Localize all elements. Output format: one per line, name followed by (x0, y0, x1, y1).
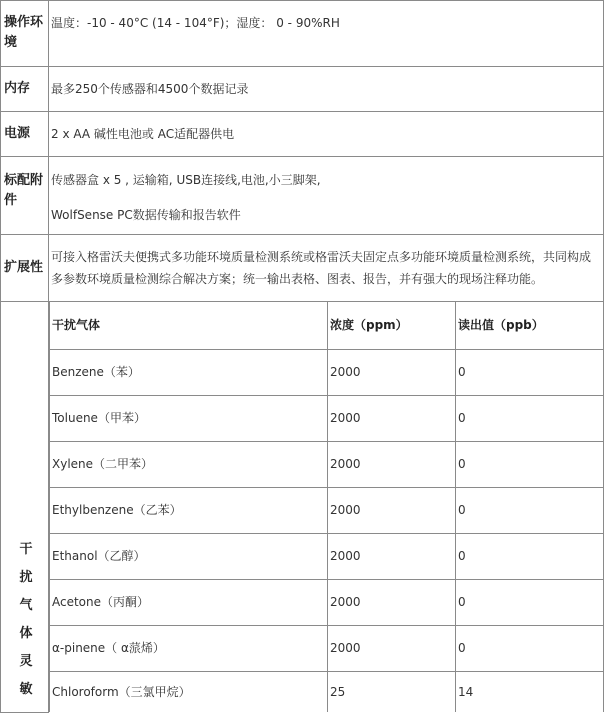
gas-reading: 0 (456, 534, 604, 580)
table-row (50, 626, 604, 672)
gas-name: Ethylbenzene（乙苯） (50, 488, 328, 534)
header-reading: 读出值（ppb） (456, 302, 604, 350)
spec-row-interference (1, 302, 604, 713)
table-row (50, 396, 604, 442)
vertical-label (19, 536, 32, 704)
environment-label: 操作环境 (1, 1, 49, 67)
gas-concentration: 2000 (328, 534, 456, 580)
spec-row-memory (1, 67, 604, 112)
vertical-char: 干 (19, 541, 33, 557)
gas-name: Chloroform（三氯甲烷） (50, 672, 328, 713)
interference-side-label (1, 302, 49, 713)
spec-row-expandability (1, 235, 604, 302)
gas-concentration: 25 (328, 672, 456, 713)
table-row (50, 580, 604, 626)
spec-row-accessories (1, 157, 604, 235)
table-row (50, 488, 604, 534)
gas-reading: 0 (456, 442, 604, 488)
gas-reading: 0 (456, 580, 604, 626)
memory-value: 最多250个传感器和4500个数据记录 (49, 67, 604, 112)
gas-name: Toluene（甲苯） (50, 396, 328, 442)
accessories-value (49, 157, 604, 235)
gas-concentration: 2000 (328, 442, 456, 488)
table-row (50, 442, 604, 488)
gas-reading: 0 (456, 626, 604, 672)
gas-concentration: 2000 (328, 626, 456, 672)
gas-concentration: 2000 (328, 488, 456, 534)
spec-row-environment (1, 1, 604, 67)
expandability-value: 可接入格雷沃夫便携式多功能环境质量检测系统或格雷沃夫固定点多功能环境质量检测系统，共同构成多参数环境质量检测综合解决方案；统一输出表格、图表、报告，并有强大的现场注释功能。 (49, 235, 604, 302)
header-gas: 干扰气体 (50, 302, 328, 350)
table-row (50, 350, 604, 396)
interference-table (49, 302, 603, 712)
expandability-label: 扩展性 (1, 235, 49, 302)
spec-row-power (1, 112, 604, 157)
gas-name: Benzene（苯） (50, 350, 328, 396)
accessories-line-2: WolfSense PC数据传输和报告软件 (51, 208, 241, 222)
accessories-line-1: 传感器盒 x 5 , 运输箱, USB连接线,电池,小三脚架, (51, 173, 321, 187)
gas-name: Acetone（丙酮） (50, 580, 328, 626)
power-value: 2 x AA 碱性电池或 AC适配器供电 (49, 112, 604, 157)
interference-header-row (50, 302, 604, 350)
table-row (50, 534, 604, 580)
gas-concentration: 2000 (328, 350, 456, 396)
memory-label: 内存 (1, 67, 49, 112)
interference-cell (49, 302, 604, 713)
power-label: 电源 (1, 112, 49, 157)
vertical-char: 体 (19, 625, 33, 641)
gas-reading: 0 (456, 488, 604, 534)
gas-reading: 0 (456, 350, 604, 396)
vertical-char: 灵 (19, 653, 33, 669)
gas-name: Xylene（二甲苯） (50, 442, 328, 488)
header-concentration: 浓度（ppm） (328, 302, 456, 350)
vertical-char: 气 (19, 597, 33, 613)
gas-reading: 14 (456, 672, 604, 713)
vertical-char: 扰 (19, 569, 33, 585)
gas-reading: 0 (456, 396, 604, 442)
gas-concentration: 2000 (328, 396, 456, 442)
vertical-char: 敏 (19, 681, 33, 697)
accessories-label: 标配附件 (1, 157, 49, 235)
gas-name: Ethanol（乙醇） (50, 534, 328, 580)
table-row (50, 672, 604, 713)
gas-concentration: 2000 (328, 580, 456, 626)
environment-value: 温度：-10 - 40°C (14 - 104°F)；湿度： 0 - 90%RH (49, 1, 604, 67)
gas-name: α-pinene（ α蒎烯） (50, 626, 328, 672)
